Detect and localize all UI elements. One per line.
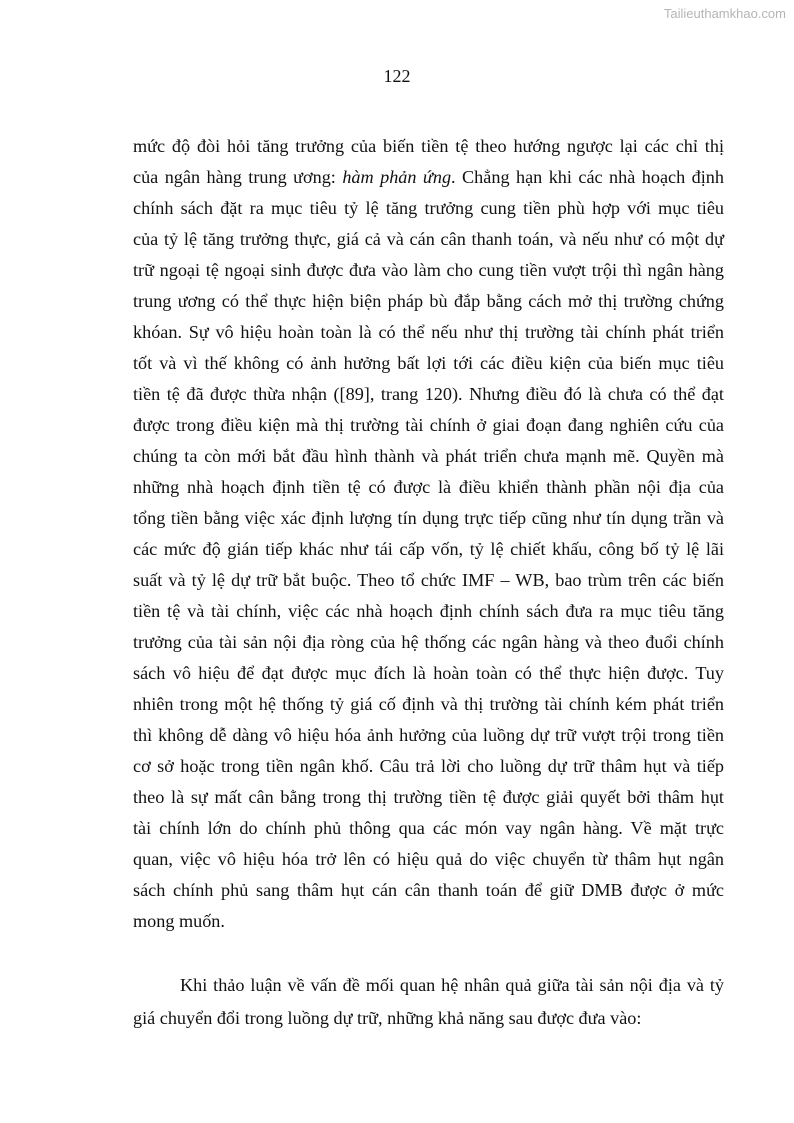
text-line: nhiên trong một hệ thống tỷ giá cố định và thị trường tài chính kém phát triển [133,694,724,714]
document-body [133,131,724,1035]
text-line: các mức độ gián tiếp khác như tái cấp vốn, tỷ lệ chiết khấu, công bố tỷ lệ lãi [133,539,724,559]
text-line: trưởng của tài sản nội địa ròng của hệ thống các ngân hàng và theo đuổi chính [133,632,724,652]
text-line: tiền tệ và tài chính, việc các nhà hoạch định chính sách đưa ra mục tiêu tăng [133,601,724,621]
text-line: chính sách đặt ra mục tiêu tỷ lệ tăng trưởng cung tiền phù hợp với mục tiêu [133,198,724,218]
text-line: chúng ta còn mới bắt đầu hình thành và phát triển chưa mạnh mẽ. Quyền mà [133,446,724,466]
text-line: suất và tỷ lệ dự trữ bắt buộc. Theo tổ chức IMF – WB, bao trùm trên các biến [133,570,724,590]
text-line: theo là sự mất cân bằng trong thị trường tiền tệ được giải quyết bởi thâm hụt [133,787,724,807]
text-line: trung ương có thể thực hiện biện pháp bù đắp bằng cách mở thị trường chứng [133,291,724,311]
text-line: được trong điều kiện mà thị trường tài chính ở giai đoạn đang nghiên cứu của [133,415,724,435]
text-line: mức độ đòi hỏi tăng trưởng của biến tiền tệ theo hướng ngược lại các chỉ thị [133,136,724,156]
text-line: giá chuyển đổi trong luồng dự trữ, những khả năng sau được đưa vào: [133,1008,642,1028]
text-line: của tỷ lệ tăng trưởng thực, giá cả và cán cân thanh toán, và nếu như có một dự [133,229,724,249]
paragraph-2 [133,969,724,1035]
text-line: những nhà hoạch định tiền tệ có được là điều khiển thành phần nội địa của [133,477,724,497]
text-line: trữ ngoại tệ ngoại sinh được đưa vào làm cho cung tiền vượt trội thì ngân hàng [133,260,724,280]
text-line: tổng tiền bằng việc xác định lượng tín dụng trực tiếp cũng như tín dụng trần và [133,508,724,528]
page-number: 122 [383,66,411,86]
text-line: cơ sở hoặc trong tiền ngân khố. Câu trả lời cho luồng dự trữ thâm hụt và tiếp [133,756,724,776]
text-line [133,162,724,193]
text-segment: . Chẳng hạn khi các nhà hoạch định [451,167,724,187]
watermark: Tailieuthamkhao.com [663,6,786,21]
text-line: mong muốn. [133,911,225,931]
text-line: sách vô hiệu để đạt được mục đích là hoàn toàn có thể thực hiện được. Tuy [133,663,724,683]
paragraph-1 [133,131,724,937]
text-line: khóan. Sự vô hiệu hoàn toàn là có thể nếu như thị trường tài chính phát triển [133,322,724,342]
text-line: sách chính phủ sang thâm hụt cán cân thanh toán để giữ DMB được ở mức [133,880,724,900]
text-line: quan, việc vô hiệu hóa trở lên có hiệu quả do việc chuyển từ thâm hụt ngân [133,849,724,869]
text-line: thì không dễ dàng vô hiệu hóa ảnh hưởng của luồng dự trữ vượt trội trong tiền [133,725,724,745]
text-line: tiền tệ đã được thừa nhận ([89], trang 120). Nhưng điều đó là chưa có thể đạt [133,384,724,404]
italic-term: hàm phản ứng [342,167,452,187]
text-line: tốt và vì thế không có ảnh hưởng bất lợi tới các điều kiện của biến mục tiêu [133,353,724,373]
text-segment: của ngân hàng trung ương: [133,167,343,187]
text-line: Khi thảo luận về vấn đề mối quan hệ nhân quả giữa tài sản nội địa và tỷ [180,975,724,995]
text-line: tài chính lớn do chính phủ thông qua các món vay ngân hàng. Về mặt trực [133,818,724,838]
